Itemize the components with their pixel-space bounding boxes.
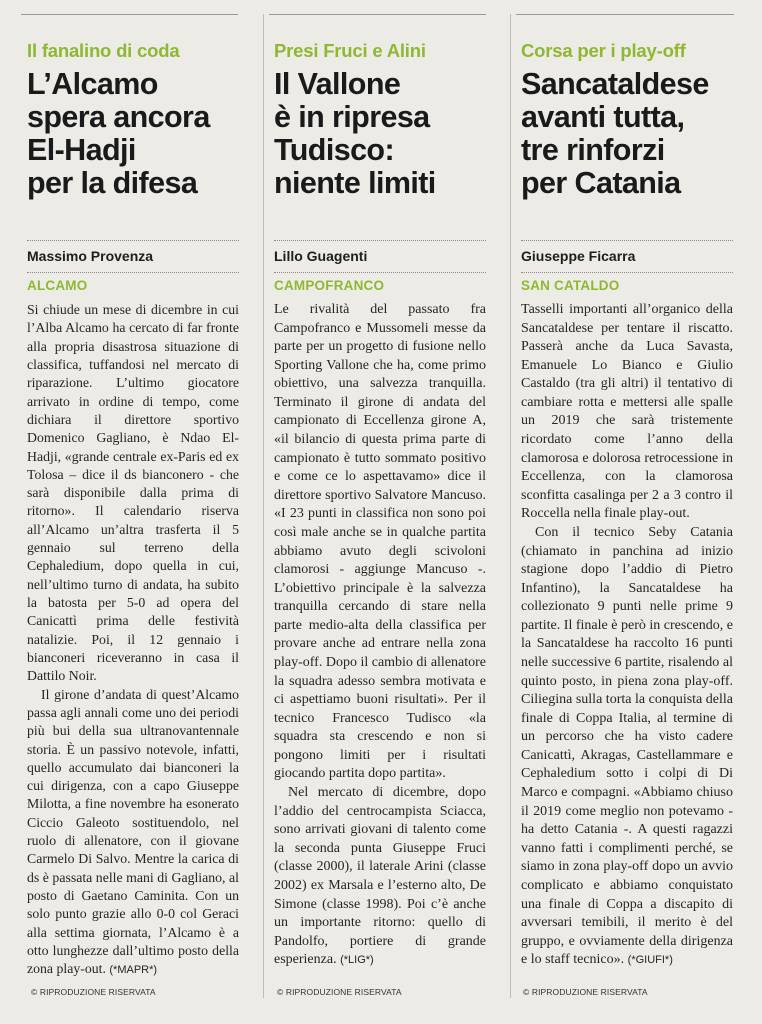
article-san-cataldo	[521, 28, 733, 970]
signature: (*MAPR*)	[109, 964, 158, 977]
location-tag: ALCAMO	[27, 278, 88, 293]
signature: (*LIG*)	[340, 954, 374, 967]
headline-line: per la difesa	[27, 166, 198, 200]
paragraph-text: Nel mercato di dicembre, dopo l’addio del centrocampista Sciacca, sono arrivati giovani di talento come la seconda punta Giuseppe Fruci (classe 2000), il laterale Arini (classe 2002) ex Marsala e l’esterno alto, De Simone (classe 1998). Poi c’è anche un importante ritorno: quello di Pandolfo, portiere di grande esperienza.	[274, 785, 486, 968]
headline-line: tre rinforzi	[521, 133, 665, 167]
paragraph: Tasselli importanti all’organico della Sancataldese per tentare il riscatto. Passerà anche da Luca Savasta, Emanuele Lo Bianco e Giulio Castaldo (tra gli altri) il tentativo di cambiare rotta e mettersi alle spalle un 2019 che sarà tristemente ricordato come l’anno della clamorosa e dolorosa retrocessione in Eccellenza, con la clamorosa sconfitta casalinga per 2 a 3 contro il Roccella nella finale play-out.	[521, 302, 733, 522]
headline-line: L’Alcamo	[27, 67, 158, 101]
headline-line: Sancataldese	[521, 67, 709, 101]
author-byline: Giuseppe Ficarra	[521, 248, 636, 264]
paragraph: Si chiude un mese di dicembre in cui l’Alba Alcamo ha cercato di far fronte alla propria disastrosa situazione di classifica, tuffandosi nel mercato di riparazione. L’ultimo giocatore arrivato in ordine di tempo, come dichiara il direttore sportivo Domenico Gagliano, è Ndao El-Hadji, «grande centrale ex-Paris ed ex Tolosa – dice il ds bianconero - che sarà disponibile dalla prima di ritorno». Il calendario riserva all’Alcamo un’altra trasferta il 5 gennaio sul terreno della Cephaledium, dopo quella in cui, nell’ultimo turno di andata, ha subito la batosta per 5-0 ad opera del Canicattì prima delle festività natalizie. Poi, il 12 gennaio i bianconeri riceveranno in casa il Dattilo Noir.	[27, 302, 239, 684]
headline-line: niente limiti	[274, 166, 436, 200]
paragraph-text: Con il tecnico Seby Catania (chiamato in panchina ad inizio stagione dopo l’addio di Pietro Infantino), la Sancataldese ha collezionato 9 punti nelle prime 9 partite. Il finale è però in crescendo, e la Sancataldese ha raccolto 16 punti nelle successive 6 partite, risalendo al quinto posto, in piena zona play-off. Ciliegina sulla torta la conquista della finale di Coppa Italia, al termine di un percorso che ha visto cadere Canicattì, Akragas, Castellammare e Cephaledium sotto i colpi di Di Marco e compagni. «Abbiamo chiuso il 2019 come meglio non potevamo - ha detto Catania -. A questi ragazzi vanno fatti i complimenti perché, se siamo in zona play-off dopo un avvio complicato e abbiamo conquistato una finale di Coppa a discapito di avversari temibili, il merito è del gruppo, e ovviamente della dirigenza e lo staff tecnico».	[521, 524, 733, 968]
article-alcamo	[27, 28, 239, 980]
kicker: Il fanalino di coda	[27, 40, 180, 61]
headline	[27, 68, 239, 240]
headline-line: per Catania	[521, 166, 681, 200]
location-tag: CAMPOFRANCO	[274, 278, 385, 293]
kicker: Presi Fruci e Alini	[274, 40, 426, 61]
paragraph-text: Il girone d’andata di quest’Alcamo passa agli annali come uno dei periodi più bui della sua ultranovantennale storia. È un passivo notevole, infatti, quello accumulato dai bianconeri la cui dirigenza, con a capo Giuseppe Milotta, a fine novembre ha esonerato Ciccio Galeoto sostituendolo, nel ruolo di allenatore, con il giovane Carmelo Di Salvo. Mentre la carica di ds è passata nelle mani di Gagliano, al posto di Gaetano Caminita. Con un solo punto grazie allo 0-0 col Geraci alla settima giornata, l’Alcamo è a otto lunghezze dall’ultimo posto della zona play-out.	[27, 686, 239, 977]
headline-line: spera ancora	[27, 100, 210, 134]
author-byline: Massimo Provenza	[27, 248, 154, 264]
article-body	[27, 301, 239, 980]
headline-line: è in ripresa	[274, 100, 430, 134]
headline-line: Il Vallone	[274, 67, 401, 101]
location-tag: SAN CATALDO	[521, 278, 620, 293]
author-byline: Lillo Guagenti	[274, 248, 368, 264]
article-body	[521, 301, 733, 970]
headline	[521, 68, 733, 240]
paragraph	[27, 686, 239, 980]
article-campofranco	[274, 28, 486, 970]
paragraph: Le rivalità del passato fra Campofranco e Mussomeli messe da parte per un progetto di fusione nello Sporting Vallone che ha, come primo obiettivo, una salvezza tranquilla. Terminato il girone di andata del campionato di Eccellenza girone A, «il bilancio di questa prima parte di campionato è tutto sommato positivo e come ce lo aspettavamo» dice il direttore sportivo Salvatore Mancuso. «I 23 punti in classifica non sono poi così male anche se in qualche partita abbiamo avuto degli scivoloni clamorosi - aggiunge Mancuso -. L’obiettivo principale è la salvezza tranquilla cercando di stare nella parte medio-alta della classifica per provare anche ad entrare nella zona play-off. Dopo il cambio di allenatore la squadra adesso sembra motivata e ci aspettiamo buoni risultati». Per il tecnico Francesco Tudisco «la squadra sta crescendo e non si pongono limiti per i risultati giocando partita dopo partita».	[274, 302, 487, 782]
copyright-notice: © RIPRODUZIONE RISERVATA	[523, 987, 648, 997]
column-separator	[510, 14, 511, 998]
top-rule	[516, 14, 734, 15]
kicker: Corsa per i play-off	[521, 40, 686, 61]
copyright-notice: © RIPRODUZIONE RISERVATA	[277, 987, 402, 997]
signature: (*GIUFI*)	[627, 954, 673, 967]
headline-line: El-Hadji	[27, 133, 136, 167]
top-rule	[21, 14, 238, 15]
headline-line: avanti tutta,	[521, 100, 685, 134]
headline	[274, 68, 486, 240]
article-body	[274, 301, 486, 970]
paragraph	[521, 524, 733, 970]
copyright-notice: © RIPRODUZIONE RISERVATA	[31, 987, 156, 997]
top-rule	[269, 14, 486, 15]
headline-line: Tudisco:	[274, 133, 395, 167]
column-separator	[263, 14, 264, 998]
paragraph	[274, 784, 486, 970]
